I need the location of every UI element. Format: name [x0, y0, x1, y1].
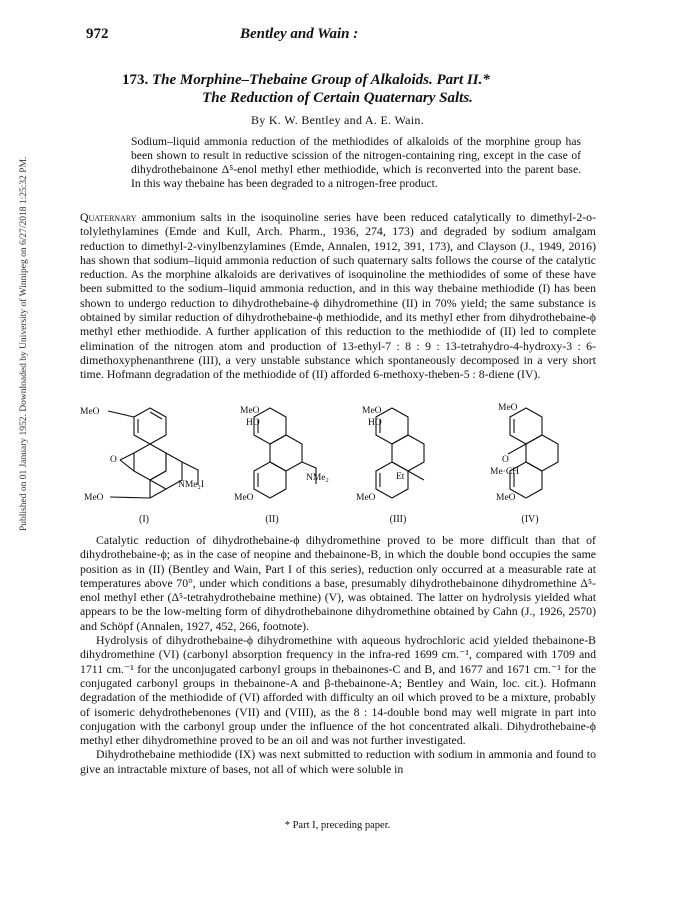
atom-nme2: NMe₂ [306, 473, 329, 483]
paragraph-intro [80, 210, 596, 382]
atom-meo: MeO [240, 406, 260, 416]
atom-o: O [502, 455, 509, 465]
ring-III-b [392, 435, 424, 471]
structure-label: (III) [389, 514, 407, 525]
paragraph-catalytic: Catalytic reduction of dihydrothebaine-ϕ dihydromethine proved to be more difficult than that of dihydrothebaine-ϕ; as in the case of neopine and thebainone-B, in which the double bond occupies the same position as in (II) (Bentley and Wain, Part I of this series), reduction only occurred at a measurable rate at temperatures above 70°, under which conditions a base, presumably dihydrothebainone dihydromethine Δ⁵-enol methyl ether (Δ⁵-tetrahydrothebaine methine) (V), was obtained. The latter on hydrolysis yielded what appears to be the low-melting form of dihydrothebainone dihydromethine obtained by Cahn (J., 1926, 2570) and Schöpf (Annalen, 1927, 452, 266, footnote). [80, 533, 596, 633]
atom-meo: MeO [496, 493, 516, 503]
structure-label: (IV) [521, 514, 539, 525]
atom-meo: MeO [498, 403, 518, 413]
atom-o: O [110, 455, 117, 465]
atom-ho: HO [246, 418, 260, 428]
atom-nme2i: NMe₂I [178, 480, 204, 490]
atom-meo: MeO [362, 406, 382, 416]
structure-III [356, 406, 424, 525]
footnote: * Part I, preceding paper. [284, 820, 391, 831]
ring-II-b [270, 435, 302, 471]
page-number: 972 [86, 26, 109, 42]
atom-ho: HO [368, 418, 382, 428]
article-title-line1 [122, 72, 490, 89]
structure-label: (I) [139, 514, 149, 525]
structure-label: (II) [265, 514, 279, 525]
body-text [80, 533, 596, 776]
structure-figure [80, 400, 596, 530]
structure-I [80, 407, 204, 525]
article-number: 173. [122, 72, 149, 88]
atom-meo: MeO [80, 407, 100, 417]
abstract: Sodium–liquid ammonia reduction of the methiodides of alkaloids of the morphine group has been shown to result in reductive scission of the nitrogen-containing ring, except in the case of dihydrothebainone Δ⁵-enol methyl ether methiodide, which is reconverted into the parent base. In this way thebaine has been degraded to a nitrogen-free product. [131, 135, 581, 190]
structure-II [234, 406, 329, 525]
atom-meo: MeO [84, 493, 104, 503]
download-watermark: Published on 01 January 1952. Downloaded by University of Winnipeg on 6/27/2018 1:25:32 PM. [19, 156, 29, 531]
paragraph-methiodide: Dihydrothebaine methiodide (IX) was next submitted to reduction with sodium in ammonia and found to give an intractable mixture of bases, not all of which were soluble in [80, 747, 596, 776]
atom-et: Et [396, 472, 405, 482]
byline: By K. W. Bentley and A. E. Wain. [250, 113, 425, 127]
atom-mech: Me·CH [490, 467, 520, 477]
article-title-line2: The Reduction of Certain Quaternary Salts. [202, 90, 473, 106]
ring-IV-b [526, 435, 558, 471]
paragraph-hydrolysis: Hydrolysis of dihydrothebaine-ϕ dihydromethine with aqueous hydrochloric acid yielded thebainone-B dihydromethine (VI) (carbonyl absorption frequency in the infra-red 1699 cm.⁻¹, compared with 1709 and 1711 cm.⁻¹ for the unconjugated carbonyl groups in thebainones-C and B, and 1677 and 1671 cm.⁻¹ for the conjugated carbonyl groups in thebainone-A and β-thebainone-A; Bentley and Wain, loc. cit.). Hofmann degradation of the methiodide of (VI) afforded with difficulty an oil which proved to be a mixture, probably of isomeric dehydrothebenones (VII) and (VIII), as the 8 : 14-double bond may well migrate in part into conjugation with the carbonyl group under the influence of the hot concentrated alkali. Dihydrothebaine-ϕ methyl ether dihydromethine proved to be an oil and was not further investigated. [80, 633, 596, 748]
ring-IV-a [510, 408, 542, 444]
paragraph-lead-word: Quaternary [80, 210, 137, 224]
article-title-text: The Morphine–Thebaine Group of Alkaloids. Part II.* [152, 72, 490, 88]
structure-IV [490, 403, 558, 525]
paragraph-intro-text: ammonium salts in the isoquinoline series have been reduced catalytically to dimethyl-2-o-tolylethylamines (Emde and Kull, Arch. Pharm., 1936, 274, 173) and degraded by sodium amalgam reduction to dimethyl-2-vinylbenzylamines (Emde, Annalen, 1912, 391, 173), and Clayson (J., 1949, 2016) has shown that sodium–liquid ammonia reduction of such quaternary salts follows the course of the catalytic reduction. As the morphine alkaloids are derivatives of isoquinoline the methiodides of some of these have been submitted to the sodium–liquid ammonia reduction, and in this way thebaine methiodide (I) has been shown to undergo reduction to dihydrothebaine-ϕ dihydromethine (II) in 70% yield; the same substance is obtained by similar reduction of dihydrothebaine-ϕ methiodide, and its methyl ether from dihydrothebaine-ϕ methyl ether methiodide. A further application of this reduction to the methiodide of (II) led to complete elimination of the nitrogen atom and production of 13-ethyl-7 : 8 : 9 : 13-tetrahydro-4-hydroxy-3 : 6-dimethoxyphenanthrene (III), a very unstable substance which spontaneously decomposed in a very short time. Hofmann degradation of the methiodide of (II) afforded 6-methoxy-theben-5 : 8-diene (IV). [80, 210, 596, 382]
ring-II-c [254, 462, 286, 498]
atom-meo: MeO [234, 493, 254, 503]
running-head: Bentley and Wain : [240, 26, 359, 42]
structure-diagram [80, 400, 596, 530]
atom-meo: MeO [356, 493, 376, 503]
ring-I-b [134, 444, 166, 480]
ring-I-a [134, 408, 166, 444]
